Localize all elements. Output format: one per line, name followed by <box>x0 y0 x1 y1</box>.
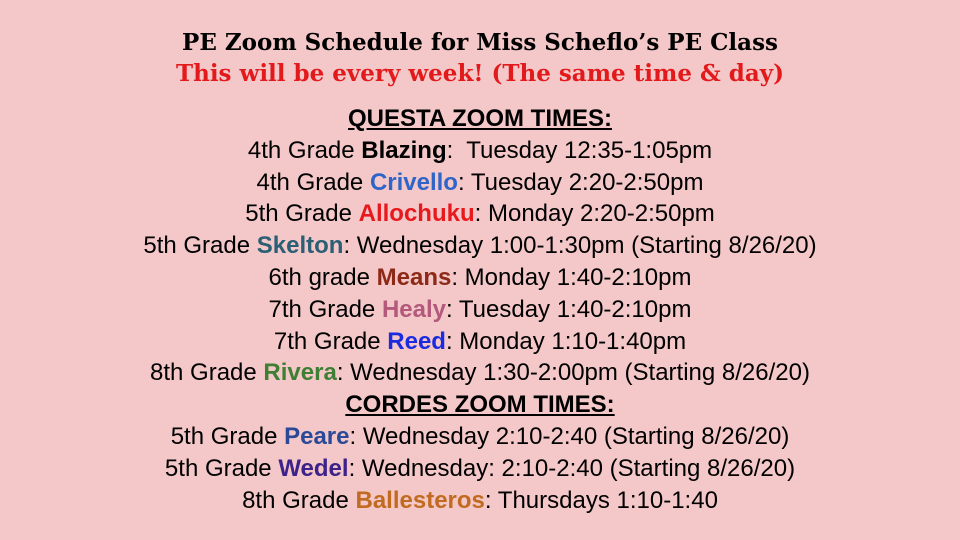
grade-label: 7th Grade <box>273 327 388 355</box>
grade-label: 5th Grade <box>170 422 285 450</box>
schedule-time: : Thursdays 1:10-1:40 <box>484 486 718 514</box>
teacher-name: Crivello <box>369 168 458 196</box>
grade-label: 5th Grade <box>143 232 257 260</box>
schedule-row-questa-5 <box>0 262 960 294</box>
schedule-row-cordes-3 <box>0 485 960 517</box>
teacher-name: Allochuku <box>358 200 475 228</box>
teacher-name: Reed <box>387 327 446 355</box>
schedule-row-cordes-1 <box>0 421 960 453</box>
teacher-name: Healy <box>381 295 446 323</box>
schedule-time: : Monday 1:10-1:40pm <box>445 327 687 355</box>
schedule-row-questa-8 <box>0 357 960 389</box>
teacher-name: Rivera <box>263 359 337 387</box>
schedule-row-questa-3 <box>0 198 960 230</box>
grade-label: 4th Grade <box>247 136 362 164</box>
schedule-time: : Wednesday: 2:10-2:40 (Starting 8/26/20) <box>348 454 796 482</box>
schedule-row-cordes-2 <box>0 453 960 485</box>
schedule-row-questa-1 <box>0 135 960 167</box>
questa-heading: QUESTA ZOOM TIMES: <box>348 105 612 132</box>
schedule-row-questa-2 <box>0 167 960 199</box>
grade-label: 8th Grade <box>242 486 356 514</box>
schedule-time: : Wednesday 2:10-2:40 (Starting 8/26/20) <box>349 422 790 450</box>
schedule-row-questa-7 <box>0 326 960 358</box>
teacher-name: Peare <box>284 422 350 450</box>
teacher-name: Means <box>376 263 452 291</box>
schedule-row-questa-4 <box>0 230 960 262</box>
teacher-name: Wedel <box>278 454 349 482</box>
schedule-body <box>0 103 960 516</box>
schedule-time: : Monday 2:20-2:50pm <box>474 200 715 228</box>
grade-label: 4th Grade <box>256 168 370 196</box>
slide-subtitle: This will be every week! (The same time & day) <box>175 60 785 87</box>
cordes-heading: CORDES ZOOM TIMES: <box>345 391 615 419</box>
schedule-row-questa-6 <box>0 294 960 326</box>
teacher-name: Ballesteros <box>355 486 485 514</box>
teacher-name: Blazing <box>361 136 447 164</box>
grade-label: 8th Grade <box>150 359 264 387</box>
teacher-name: Skelton <box>256 232 344 260</box>
schedule-time: : Tuesday 1:40-2:10pm <box>445 295 692 323</box>
grade-label: 5th Grade <box>164 454 279 482</box>
slide-title: PE Zoom Schedule for Miss Scheflo’s PE Class <box>182 29 778 56</box>
schedule-time: : Tuesday 2:20-2:50pm <box>457 168 704 196</box>
grade-label: 7th Grade <box>268 295 382 323</box>
schedule-time: : Tuesday 12:35-1:05pm <box>446 136 713 164</box>
schedule-time: : Wednesday 1:00-1:30pm (Starting 8/26/20) <box>343 232 817 260</box>
schedule-time: : Monday 1:40-2:10pm <box>451 263 692 291</box>
grade-label: 5th Grade <box>245 200 359 228</box>
schedule-time: : Wednesday 1:30-2:00pm (Starting 8/26/20) <box>336 359 810 387</box>
grade-label: 6th grade <box>268 263 377 291</box>
